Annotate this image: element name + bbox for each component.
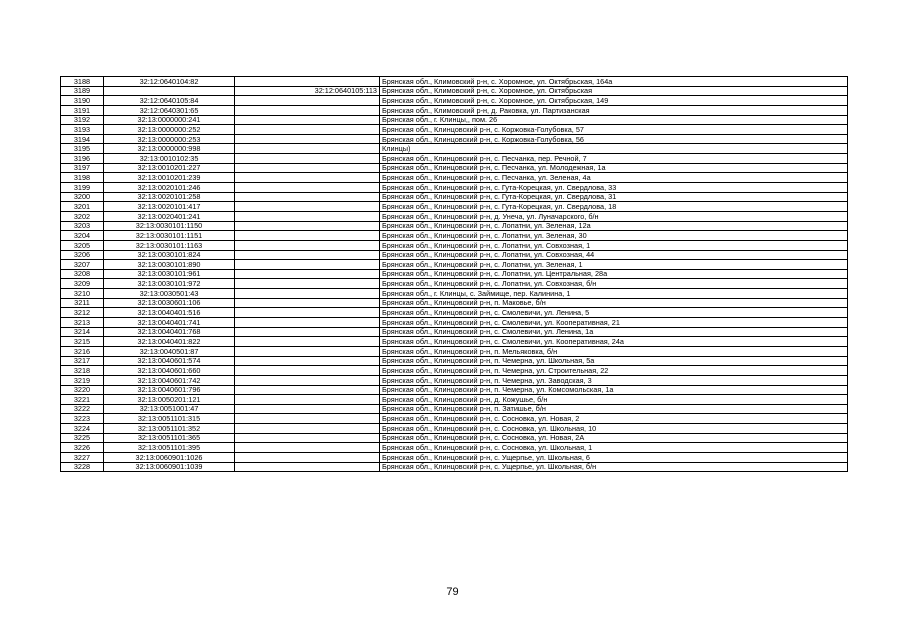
row-number-cell: 3212	[61, 308, 104, 318]
parent-cadastral-number-cell	[235, 125, 380, 135]
table-row	[61, 221, 848, 231]
table-row	[61, 433, 848, 443]
parent-cadastral-number-cell	[235, 327, 380, 337]
parent-cadastral-number-cell	[235, 144, 380, 154]
row-number-cell: 3198	[61, 173, 104, 183]
table-row	[61, 443, 848, 453]
address-cell: Брянская обл., Клинцовский р-н, с. Ущерпье, ул. Школьная, б/н	[380, 462, 848, 472]
address-cell: Брянская обл., Клинцовский р-н, с. Лопатни, ул. Зеленая, 1	[380, 260, 848, 270]
parent-cadastral-number-cell	[235, 221, 380, 231]
cadastral-number-cell: 32:13:0030101:1163	[104, 240, 235, 250]
cadastral-number-cell: 32:13:0030101:1150	[104, 221, 235, 231]
parent-cadastral-number-cell	[235, 452, 380, 462]
row-number-cell: 3200	[61, 192, 104, 202]
address-cell: Брянская обл., Клинцовский р-н, с. Лопатни, ул. Совхозная, 1	[380, 240, 848, 250]
cadastral-number-cell: 32:13:0040401:768	[104, 327, 235, 337]
parent-cadastral-number-cell	[235, 192, 380, 202]
address-cell: Брянская обл., Климовский р-н, с. Хоромное, ул. Октябрьская, 164а	[380, 77, 848, 87]
table-row	[61, 462, 848, 472]
table-row	[61, 231, 848, 241]
table-row	[61, 279, 848, 289]
cadastral-number-cell: 32:13:0020101:246	[104, 183, 235, 193]
row-number-cell: 3190	[61, 96, 104, 106]
address-cell: Брянская обл., Климовский р-н, с. Хоромное, ул. Октябрьская, 149	[380, 96, 848, 106]
row-number-cell: 3204	[61, 231, 104, 241]
cadastral-number-cell: 32:13:0030101:890	[104, 260, 235, 270]
address-cell: Клинцы)	[380, 144, 848, 154]
parent-cadastral-number-cell	[235, 202, 380, 212]
cadastral-number-cell: 32:13:0040601:796	[104, 385, 235, 395]
parent-cadastral-number-cell	[235, 318, 380, 328]
parent-cadastral-number-cell	[235, 289, 380, 299]
row-number-cell: 3199	[61, 183, 104, 193]
address-cell: Брянская обл., Клинцовский р-н, с. Песчанка, ул. Молодежная, 1а	[380, 163, 848, 173]
parent-cadastral-number-cell	[235, 163, 380, 173]
table-row	[61, 395, 848, 405]
parent-cadastral-number-cell	[235, 414, 380, 424]
table-row	[61, 308, 848, 318]
address-cell: Брянская обл., Климовский р-н, д. Раковка, ул. Партизанская	[380, 105, 848, 115]
row-number-cell: 3222	[61, 404, 104, 414]
table-row	[61, 115, 848, 125]
cadastral-number-cell: 32:13:0030501:43	[104, 289, 235, 299]
parent-cadastral-number-cell	[235, 443, 380, 453]
cadastral-number-cell: 32:13:0000000:253	[104, 134, 235, 144]
address-cell: Брянская обл., Клинцовский р-н, с. Коржовка-Голубовка, 56	[380, 134, 848, 144]
cadastral-number-cell: 32:13:0010102:35	[104, 154, 235, 164]
table-row	[61, 192, 848, 202]
table-row	[61, 404, 848, 414]
parent-cadastral-number-cell	[235, 240, 380, 250]
table-row	[61, 250, 848, 260]
address-cell: Брянская обл., Клинцовский р-н, с. Лопатни, ул. Совхозная, 44	[380, 250, 848, 260]
parent-cadastral-number-cell	[235, 105, 380, 115]
table-row	[61, 366, 848, 376]
address-cell: Брянская обл., Клинцовский р-н, с. Лопатни, ул. Зеленая, 30	[380, 231, 848, 241]
row-number-cell: 3221	[61, 395, 104, 405]
cadastral-number-cell: 32:13:0051101:395	[104, 443, 235, 453]
cadastral-number-cell: 32:12:0640104:82	[104, 77, 235, 87]
cadastral-number-cell: 32:13:0060901:1026	[104, 452, 235, 462]
address-cell: Брянская обл., Клинцовский р-н, с. Песчанка, пер. Речной, 7	[380, 154, 848, 164]
address-cell: Брянская обл., Клинцовский р-н, д. Кожушье, б/н	[380, 395, 848, 405]
cadastral-number-cell: 32:13:0030101:1151	[104, 231, 235, 241]
table-body	[61, 77, 848, 472]
table-row	[61, 125, 848, 135]
table-row	[61, 298, 848, 308]
table-row	[61, 183, 848, 193]
cadastral-number-cell: 32:13:0010201:239	[104, 173, 235, 183]
parent-cadastral-number-cell	[235, 404, 380, 414]
parent-cadastral-number-cell	[235, 115, 380, 125]
row-number-cell: 3217	[61, 356, 104, 366]
address-cell: Брянская обл., Клинцовский р-н, с. Ущерпье, ул. Школьная, 6	[380, 452, 848, 462]
table-row	[61, 327, 848, 337]
cadastral-number-cell: 32:12:0640105:84	[104, 96, 235, 106]
cadastral-number-cell: 32:13:0051101:315	[104, 414, 235, 424]
parent-cadastral-number-cell	[235, 308, 380, 318]
parent-cadastral-number-cell	[235, 433, 380, 443]
table-row	[61, 211, 848, 221]
row-number-cell: 3206	[61, 250, 104, 260]
table-row	[61, 289, 848, 299]
table-row	[61, 134, 848, 144]
address-cell: Брянская обл., Клинцовский р-н, с. Сосновка, ул. Школьная, 10	[380, 424, 848, 434]
address-cell: Брянская обл., Клинцовский р-н, с. Лопатни, ул. Совхозная, б/н	[380, 279, 848, 289]
parent-cadastral-number-cell	[235, 375, 380, 385]
cadastral-number-cell: 32:13:0030101:961	[104, 269, 235, 279]
table-row	[61, 163, 848, 173]
parent-cadastral-number-cell	[235, 154, 380, 164]
cadastral-number-cell: 32:13:0040601:742	[104, 375, 235, 385]
table-row	[61, 414, 848, 424]
row-number-cell: 3205	[61, 240, 104, 250]
table-row	[61, 77, 848, 87]
table-row	[61, 269, 848, 279]
table-row	[61, 375, 848, 385]
row-number-cell: 3223	[61, 414, 104, 424]
row-number-cell: 3211	[61, 298, 104, 308]
address-cell: Брянская обл., г. Клинцы, с. Займище, пер. Калинина, 1	[380, 289, 848, 299]
table-row	[61, 144, 848, 154]
parent-cadastral-number-cell	[235, 366, 380, 376]
parent-cadastral-number-cell	[235, 96, 380, 106]
row-number-cell: 3195	[61, 144, 104, 154]
cadastral-number-cell: 32:13:0040501:87	[104, 346, 235, 356]
cadastral-number-cell: 32:13:0040601:574	[104, 356, 235, 366]
parent-cadastral-number-cell	[235, 260, 380, 270]
address-cell: Брянская обл., Клинцовский р-н, п. Чемерна, ул. Заводская, 3	[380, 375, 848, 385]
address-cell: Брянская обл., Клинцовский р-н, п. Мельяковка, б/н	[380, 346, 848, 356]
row-number-cell: 3188	[61, 77, 104, 87]
parent-cadastral-number-cell	[235, 346, 380, 356]
row-number-cell: 3194	[61, 134, 104, 144]
row-number-cell: 3213	[61, 318, 104, 328]
row-number-cell: 3189	[61, 86, 104, 96]
row-number-cell: 3210	[61, 289, 104, 299]
address-cell: Брянская обл., Клинцовский р-н, п. Затишье, б/н	[380, 404, 848, 414]
parent-cadastral-number-cell	[235, 231, 380, 241]
address-cell: Брянская обл., Клинцовский р-н, с. Гута-Корецкая, ул. Свердлова, 33	[380, 183, 848, 193]
parent-cadastral-number-cell	[235, 424, 380, 434]
cadastral-number-cell: 32:13:0030101:972	[104, 279, 235, 289]
table-row	[61, 260, 848, 270]
row-number-cell: 3218	[61, 366, 104, 376]
address-cell: Брянская обл., Клинцовский р-н, с. Сосновка, ул. Школьная, 1	[380, 443, 848, 453]
address-cell: Брянская обл., Клинцовский р-н, с. Смолевичи, ул. Кооперативная, 24а	[380, 337, 848, 347]
cadastral-number-cell: 32:13:0030101:824	[104, 250, 235, 260]
property-table	[60, 76, 848, 472]
cadastral-number-cell: 32:13:0020101:417	[104, 202, 235, 212]
address-cell: Брянская обл., Клинцовский р-н, п. Чемерна, ул. Школьная, 5а	[380, 356, 848, 366]
parent-cadastral-number-cell	[235, 211, 380, 221]
parent-cadastral-number-cell	[235, 462, 380, 472]
address-cell: Брянская обл., Клинцовский р-н, п. Маковье, б/н	[380, 298, 848, 308]
page-number: 79	[446, 586, 459, 598]
row-number-cell: 3193	[61, 125, 104, 135]
row-number-cell: 3214	[61, 327, 104, 337]
address-cell: Брянская обл., г. Клинцы,, пом. 26	[380, 115, 848, 125]
address-cell: Брянская обл., Клинцовский р-н, с. Смолевичи, ул. Ленина, 5	[380, 308, 848, 318]
parent-cadastral-number-cell	[235, 337, 380, 347]
address-cell: Брянская обл., Клинцовский р-н, п. Чемерна, ул. Комсомольская, 1а	[380, 385, 848, 395]
row-number-cell: 3191	[61, 105, 104, 115]
cadastral-number-cell: 32:13:0040401:516	[104, 308, 235, 318]
address-cell: Брянская обл., Клинцовский р-н, п. Чемерна, ул. Строительная, 22	[380, 366, 848, 376]
table-row	[61, 154, 848, 164]
cadastral-number-cell: 32:13:0040401:741	[104, 318, 235, 328]
parent-cadastral-number-cell	[235, 385, 380, 395]
row-number-cell: 3202	[61, 211, 104, 221]
table-row	[61, 356, 848, 366]
parent-cadastral-number-cell	[235, 250, 380, 260]
table-row	[61, 240, 848, 250]
parent-cadastral-number-cell	[235, 77, 380, 87]
cadastral-number-cell: 32:13:0050201:121	[104, 395, 235, 405]
row-number-cell: 3209	[61, 279, 104, 289]
address-cell: Брянская обл., Клинцовский р-н, с. Гута-Корецкая, ул. Свердлова, 31	[380, 192, 848, 202]
address-cell: Брянская обл., Клинцовский р-н, д. Унеча, ул. Луначарского, б/н	[380, 211, 848, 221]
table-row	[61, 173, 848, 183]
parent-cadastral-number-cell	[235, 183, 380, 193]
cadastral-number-cell: 32:13:0020401:241	[104, 211, 235, 221]
parent-cadastral-number-cell	[235, 279, 380, 289]
row-number-cell: 3208	[61, 269, 104, 279]
cadastral-number-cell: 32:13:0030601:106	[104, 298, 235, 308]
row-number-cell: 3226	[61, 443, 104, 453]
address-cell: Брянская обл., Клинцовский р-н, с. Смолевичи, ул. Кооперативная, 21	[380, 318, 848, 328]
address-cell: Брянская обл., Клинцовский р-н, с. Коржовка-Голубовка, 57	[380, 125, 848, 135]
cadastral-number-cell: 32:13:0051101:352	[104, 424, 235, 434]
parent-cadastral-number-cell	[235, 134, 380, 144]
cadastral-number-cell: 32:13:0000000:998	[104, 144, 235, 154]
row-number-cell: 3220	[61, 385, 104, 395]
row-number-cell: 3215	[61, 337, 104, 347]
row-number-cell: 3201	[61, 202, 104, 212]
parent-cadastral-number-cell	[235, 269, 380, 279]
address-cell: Брянская обл., Клинцовский р-н, с. Смолевичи, ул. Ленина, 1а	[380, 327, 848, 337]
table-row	[61, 318, 848, 328]
row-number-cell: 3207	[61, 260, 104, 270]
cadastral-number-cell: 32:12:0640301:65	[104, 105, 235, 115]
table-row	[61, 96, 848, 106]
table-row	[61, 424, 848, 434]
cadastral-number-cell: 32:13:0000000:241	[104, 115, 235, 125]
address-cell: Брянская обл., Климовский р-н, с. Хоромное, ул. Октябрьская	[380, 86, 848, 96]
parent-cadastral-number-cell	[235, 395, 380, 405]
parent-cadastral-number-cell: 32:12:0640105:113	[235, 86, 380, 96]
row-number-cell: 3219	[61, 375, 104, 385]
address-cell: Брянская обл., Клинцовский р-н, с. Гута-Корецкая, ул. Свердлова, 18	[380, 202, 848, 212]
row-number-cell: 3227	[61, 452, 104, 462]
address-cell: Брянская обл., Клинцовский р-н, с. Лопатни, ул. Центральная, 28а	[380, 269, 848, 279]
cadastral-number-cell: 32:13:0051101:365	[104, 433, 235, 443]
cadastral-number-cell: 32:13:0010201:227	[104, 163, 235, 173]
cadastral-number-cell: 32:13:0051001:47	[104, 404, 235, 414]
address-cell: Брянская обл., Клинцовский р-н, с. Сосновка, ул. Новая, 2А	[380, 433, 848, 443]
table-row	[61, 202, 848, 212]
row-number-cell: 3224	[61, 424, 104, 434]
address-cell: Брянская обл., Клинцовский р-н, с. Лопатни, ул. Зеленая, 12а	[380, 221, 848, 231]
parent-cadastral-number-cell	[235, 356, 380, 366]
table-row	[61, 105, 848, 115]
row-number-cell: 3197	[61, 163, 104, 173]
table-row	[61, 337, 848, 347]
table-row	[61, 346, 848, 356]
cadastral-number-cell: 32:13:0040401:822	[104, 337, 235, 347]
parent-cadastral-number-cell	[235, 298, 380, 308]
row-number-cell: 3216	[61, 346, 104, 356]
parent-cadastral-number-cell	[235, 173, 380, 183]
cadastral-number-cell	[104, 86, 235, 96]
table-row	[61, 86, 848, 96]
row-number-cell: 3203	[61, 221, 104, 231]
cadastral-number-cell: 32:13:0020101:258	[104, 192, 235, 202]
cadastral-number-cell: 32:13:0060901:1039	[104, 462, 235, 472]
row-number-cell: 3228	[61, 462, 104, 472]
row-number-cell: 3196	[61, 154, 104, 164]
table-row	[61, 385, 848, 395]
cadastral-number-cell: 32:13:0040601:660	[104, 366, 235, 376]
cadastral-number-cell: 32:13:0000000:252	[104, 125, 235, 135]
row-number-cell: 3192	[61, 115, 104, 125]
address-cell: Брянская обл., Клинцовский р-н, с. Сосновка, ул. Новая, 2	[380, 414, 848, 424]
address-cell: Брянская обл., Клинцовский р-н, с. Песчанка, ул. Зеленая, 4а	[380, 173, 848, 183]
row-number-cell: 3225	[61, 433, 104, 443]
table-row	[61, 452, 848, 462]
